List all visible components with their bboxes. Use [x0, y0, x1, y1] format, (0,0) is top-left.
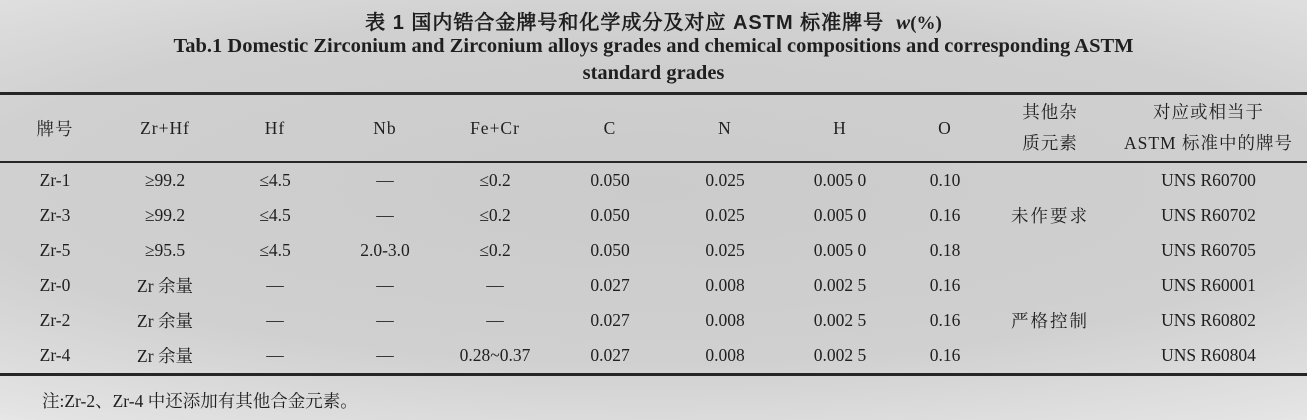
cell-nb: — [376, 275, 394, 295]
col-header-zr-hf: Zr+Hf [110, 94, 220, 163]
col-header-fe-cr: Fe+Cr [440, 94, 550, 163]
cell-grade: Zr-0 [39, 275, 71, 295]
cell-n: 0.008 [705, 275, 745, 295]
col-header-hf: Hf [220, 94, 330, 163]
cell-nb: — [376, 310, 394, 330]
cell-c: 0.050 [590, 205, 630, 225]
cell-hf: ≤4.5 [259, 170, 291, 190]
composition-table [0, 92, 1307, 376]
cell-astm: UNS R60705 [1161, 240, 1256, 260]
cell-o: 0.16 [929, 345, 961, 365]
table-row [0, 303, 1307, 338]
cell-fe-cr: ≤0.2 [479, 205, 511, 225]
cell-o: 0.10 [929, 170, 961, 190]
impurity-group-cell: 严格控制 [1011, 311, 1089, 331]
table-caption-chinese [0, 6, 1307, 35]
cell-astm: UNS R60700 [1161, 170, 1256, 190]
cell-nb: — [376, 345, 394, 365]
cell-n: 0.008 [705, 345, 745, 365]
mass-fraction-symbol: w [896, 10, 911, 34]
table-caption-english-line2: standard grades [582, 62, 725, 84]
col-header-line: 质元素 [1022, 133, 1078, 153]
cell-zr-hf: ≥99.2 [144, 205, 186, 225]
cell-o: 0.16 [929, 310, 961, 330]
cell-fe-cr: ≤0.2 [479, 240, 511, 260]
caption-cn-text: 表 1 国内锆合金牌号和化学成分及对应 ASTM 标准牌号 [365, 12, 885, 34]
table-footnote: 注:Zr-2、Zr-4 中还添加有其他合金元素。 [42, 391, 358, 411]
cell-h: 0.002 5 [813, 310, 867, 330]
cell-c: 0.027 [590, 345, 630, 365]
cell-astm: UNS R60804 [1161, 345, 1256, 365]
cell-astm: UNS R60001 [1161, 275, 1256, 295]
table-row [0, 162, 1307, 198]
cell-grade: Zr-3 [39, 205, 71, 225]
cell-nb: 2.0-3.0 [360, 240, 410, 260]
cell-grade: Zr-1 [39, 170, 71, 190]
cell-h: 0.002 5 [813, 345, 867, 365]
cell-hf: ≤4.5 [259, 240, 291, 260]
col-header-other-impurities [990, 94, 1110, 163]
table-row [0, 268, 1307, 303]
cell-n: 0.025 [705, 170, 745, 190]
cell-zr-hf: Zr 余量 [137, 276, 193, 296]
cell-n: 0.025 [705, 240, 745, 260]
cell-fe-cr: 0.28~0.37 [459, 345, 531, 365]
cell-o: 0.16 [929, 275, 961, 295]
cell-grade: Zr-5 [39, 240, 71, 260]
cell-c: 0.050 [590, 240, 630, 260]
col-header-c: C [550, 94, 670, 163]
cell-o: 0.16 [929, 205, 961, 225]
cell-astm: UNS R60802 [1161, 310, 1256, 330]
cell-h: 0.005 0 [813, 170, 867, 190]
cell-hf: — [266, 310, 284, 330]
table-row [0, 233, 1307, 268]
col-header-nb: Nb [330, 94, 440, 163]
col-header-o: O [900, 94, 990, 163]
cell-fe-cr: ≤0.2 [479, 170, 511, 190]
col-header-line: 其他杂 [1022, 102, 1078, 122]
cell-hf: — [266, 345, 284, 365]
cell-fe-cr: — [486, 310, 504, 330]
cell-h: 0.002 5 [813, 275, 867, 295]
impurity-group-cell: 未作要求 [1011, 206, 1089, 226]
cell-zr-hf: Zr 余量 [137, 346, 193, 366]
table-caption-english-line1: Tab.1 Domestic Zirconium and Zirconium alloys grades and chemical compositions and corresponding ASTM [173, 35, 1134, 57]
cell-c: 0.027 [590, 275, 630, 295]
cell-fe-cr: — [486, 275, 504, 295]
col-header-grade: 牌号 [0, 94, 110, 163]
cell-zr-hf: ≥99.2 [144, 170, 186, 190]
col-header-h: H [780, 94, 900, 163]
cell-c: 0.027 [590, 310, 630, 330]
cell-n: 0.025 [705, 205, 745, 225]
cell-o: 0.18 [929, 240, 961, 260]
header-row [0, 94, 1307, 163]
cell-zr-hf: Zr 余量 [137, 311, 193, 331]
cell-zr-hf: ≥95.5 [144, 240, 186, 260]
cell-astm: UNS R60702 [1161, 205, 1256, 225]
cell-hf: — [266, 275, 284, 295]
cell-hf: ≤4.5 [259, 205, 291, 225]
cell-grade: Zr-2 [39, 310, 71, 330]
col-header-astm [1110, 94, 1307, 163]
table-row [0, 198, 1307, 233]
cell-h: 0.005 0 [813, 240, 867, 260]
col-header-n: N [670, 94, 780, 163]
col-header-line: 对应或相当于 [1153, 102, 1264, 122]
table-row [0, 338, 1307, 375]
cell-grade: Zr-4 [39, 345, 71, 365]
cell-h: 0.005 0 [813, 205, 867, 225]
col-header-line: ASTM 标准中的牌号 [1124, 133, 1293, 153]
cell-nb: — [376, 170, 394, 190]
cell-c: 0.050 [590, 170, 630, 190]
cell-nb: — [376, 205, 394, 225]
cell-n: 0.008 [705, 310, 745, 330]
mass-fraction-unit: (%) [910, 13, 942, 34]
